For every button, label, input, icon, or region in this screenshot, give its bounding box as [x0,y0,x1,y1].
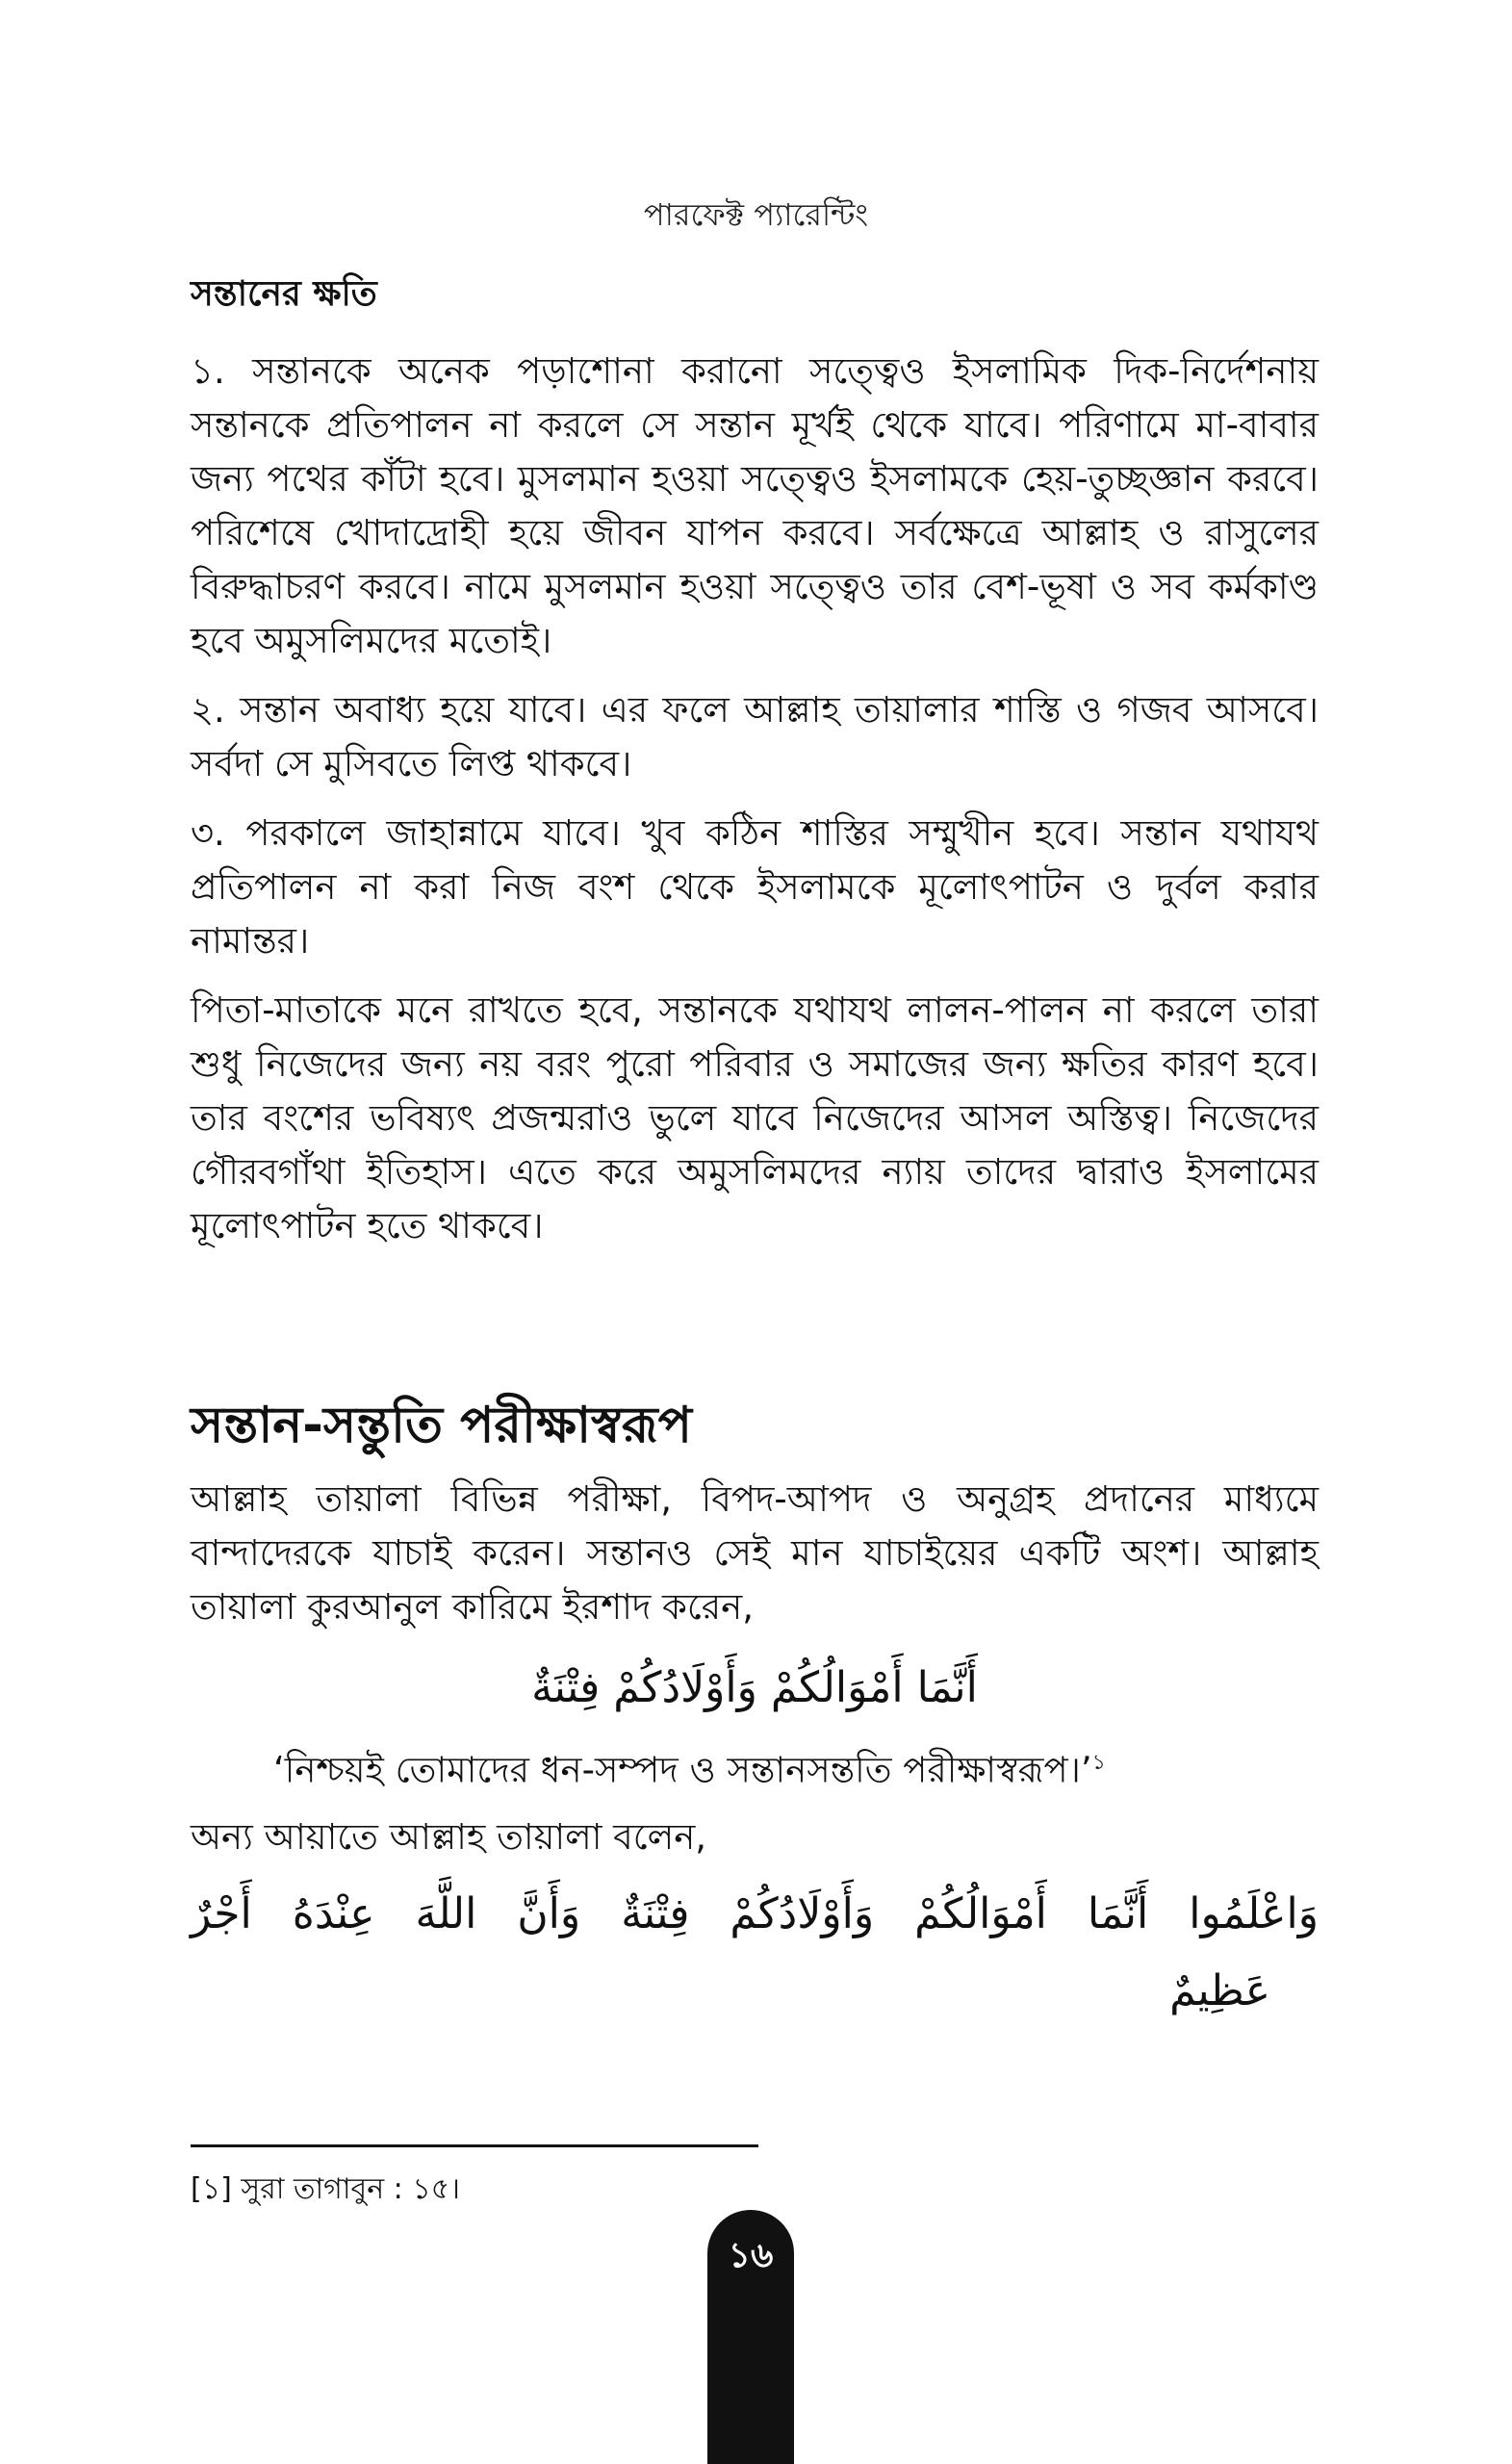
verse-translation [191,1736,1319,1797]
damage-paragraphs [191,345,1319,1269]
arabic-verse-2-line-1: وَاعْلَمُوا أَنَّمَا أَمْوَالُكُمْ وَأَوْلَادُكُمْ فِتْنَةٌ وَأَنَّ اللَّهَ عِنْدَهُ أَجْرٌ [191,1889,1319,1939]
footnote-marker: ১ [1091,1751,1106,1775]
paragraph-point-1: ১. সন্তানকে অনেক পড়াশোনা করানো সত্ত্বেও ইসলামিক দিক-নির্দেশনায় সন্তানকে প্রতিপালন না করলে সে সন্তান মূর্খই থেকে যাবে। পরিণামে মা-বাবার জন্য পথের কাঁটা হবে। মুসলমান হওয়া সত্ত্বেও ইসলামকে হেয়-তুচ্ছজ্ঞান করবে। পরিশেষে খোদাদ্রোহী হয়ে জীবন যাপন করবে। সর্বক্ষেত্রে আল্লাহ ও রাসুলের বিরুদ্ধাচরণ করবে। নামে মুসলমান হওয়া সত্ত্বেও তার বেশ-ভূষা ও সব কর্মকাণ্ড হবে অমুসলিমদের মতোই। [191,350,1319,661]
paragraph-parents: পিতা-মাতাকে মনে রাখতে হবে, সন্তানকে যথাযথ লালন-পালন না করলে তারা শুধু নিজেদের জন্য নয় বরং পুরো পরিবার ও সমাজের জন্য ক্ষতির কারণ হবে। তার বংশের ভবিষ্যৎ প্রজন্মরাও ভুলে যাবে নিজেদের আসল অস্তিত্ব। নিজেদের গৌরবগাঁথা ইতিহাস। এতে করে অমুসলিমদের ন্যায় তাদের দ্বারাও ইসলামের মূলোৎপাটন হতে থাকবে। [191,989,1319,1246]
section-title: সন্তান-সন্তুতি পরীক্ষাস্বরূপ [191,1397,692,1454]
section-heading: সন্তানের ক্ষতি [191,274,377,314]
bridge-text: অন্য আয়াতে আল্লাহ তায়ালা বলেন, [191,1816,707,1859]
arabic-verse-1: أَنَّمَا أَمْوَالُكُمْ وَأَوْلَادُكُمْ فِتْنَةٌ [531,1663,978,1712]
paragraph-point-2: ২. সন্তান অবাধ্য হয়ে যাবে। এর ফলে আল্লাহ তায়ালার শাস্তি ও গজব আসবে। সর্বদা সে মুসিবতে লিপ্ত থাকবে। [191,689,1319,784]
page-number: ১৬ [728,2236,774,2275]
intro-paragraph: আল্লাহ তায়ালা বিভিন্ন পরীক্ষা, বিপদ-আপদ ও অনুগ্রহ প্রদানের মাধ্যমে বান্দাদেরকে যাচাই করেন। সন্তানও সেই মান যাচাইয়ের একটি অংশ। আল্লাহ তায়ালা কুরআনুল কারিমে ইরশাদ করেন, [191,1478,1319,1628]
translation-text: ‘নিশ্চয়ই তোমাদের ধন-সম্পদ ও সন্তানসন্ততি পরীক্ষাস্বরূপ।’ [273,1749,1092,1791]
footnote: [১] সুরা তাগাবুন : ১৫। [191,2172,460,2206]
arabic-verse-2-line-2: عَظِيمٌ [1169,1966,1270,2016]
trial-section [191,1473,1319,2030]
section-damage [191,268,1319,325]
running-head: পারফেক্ট প্যারেন্টিং [643,196,869,233]
footnote-divider [191,2144,758,2147]
paragraph-point-3: ৩. পরকালে জাহান্নামে যাবে। খুব কঠিন শাস্তির সম্মুখীন হবে। সন্তান যথাযথ প্রতিপালন না করা নিজ বংশ থেকে ইসলামকে মূলোৎপাটন ও দুর্বল করার নামান্তর। [191,812,1319,962]
